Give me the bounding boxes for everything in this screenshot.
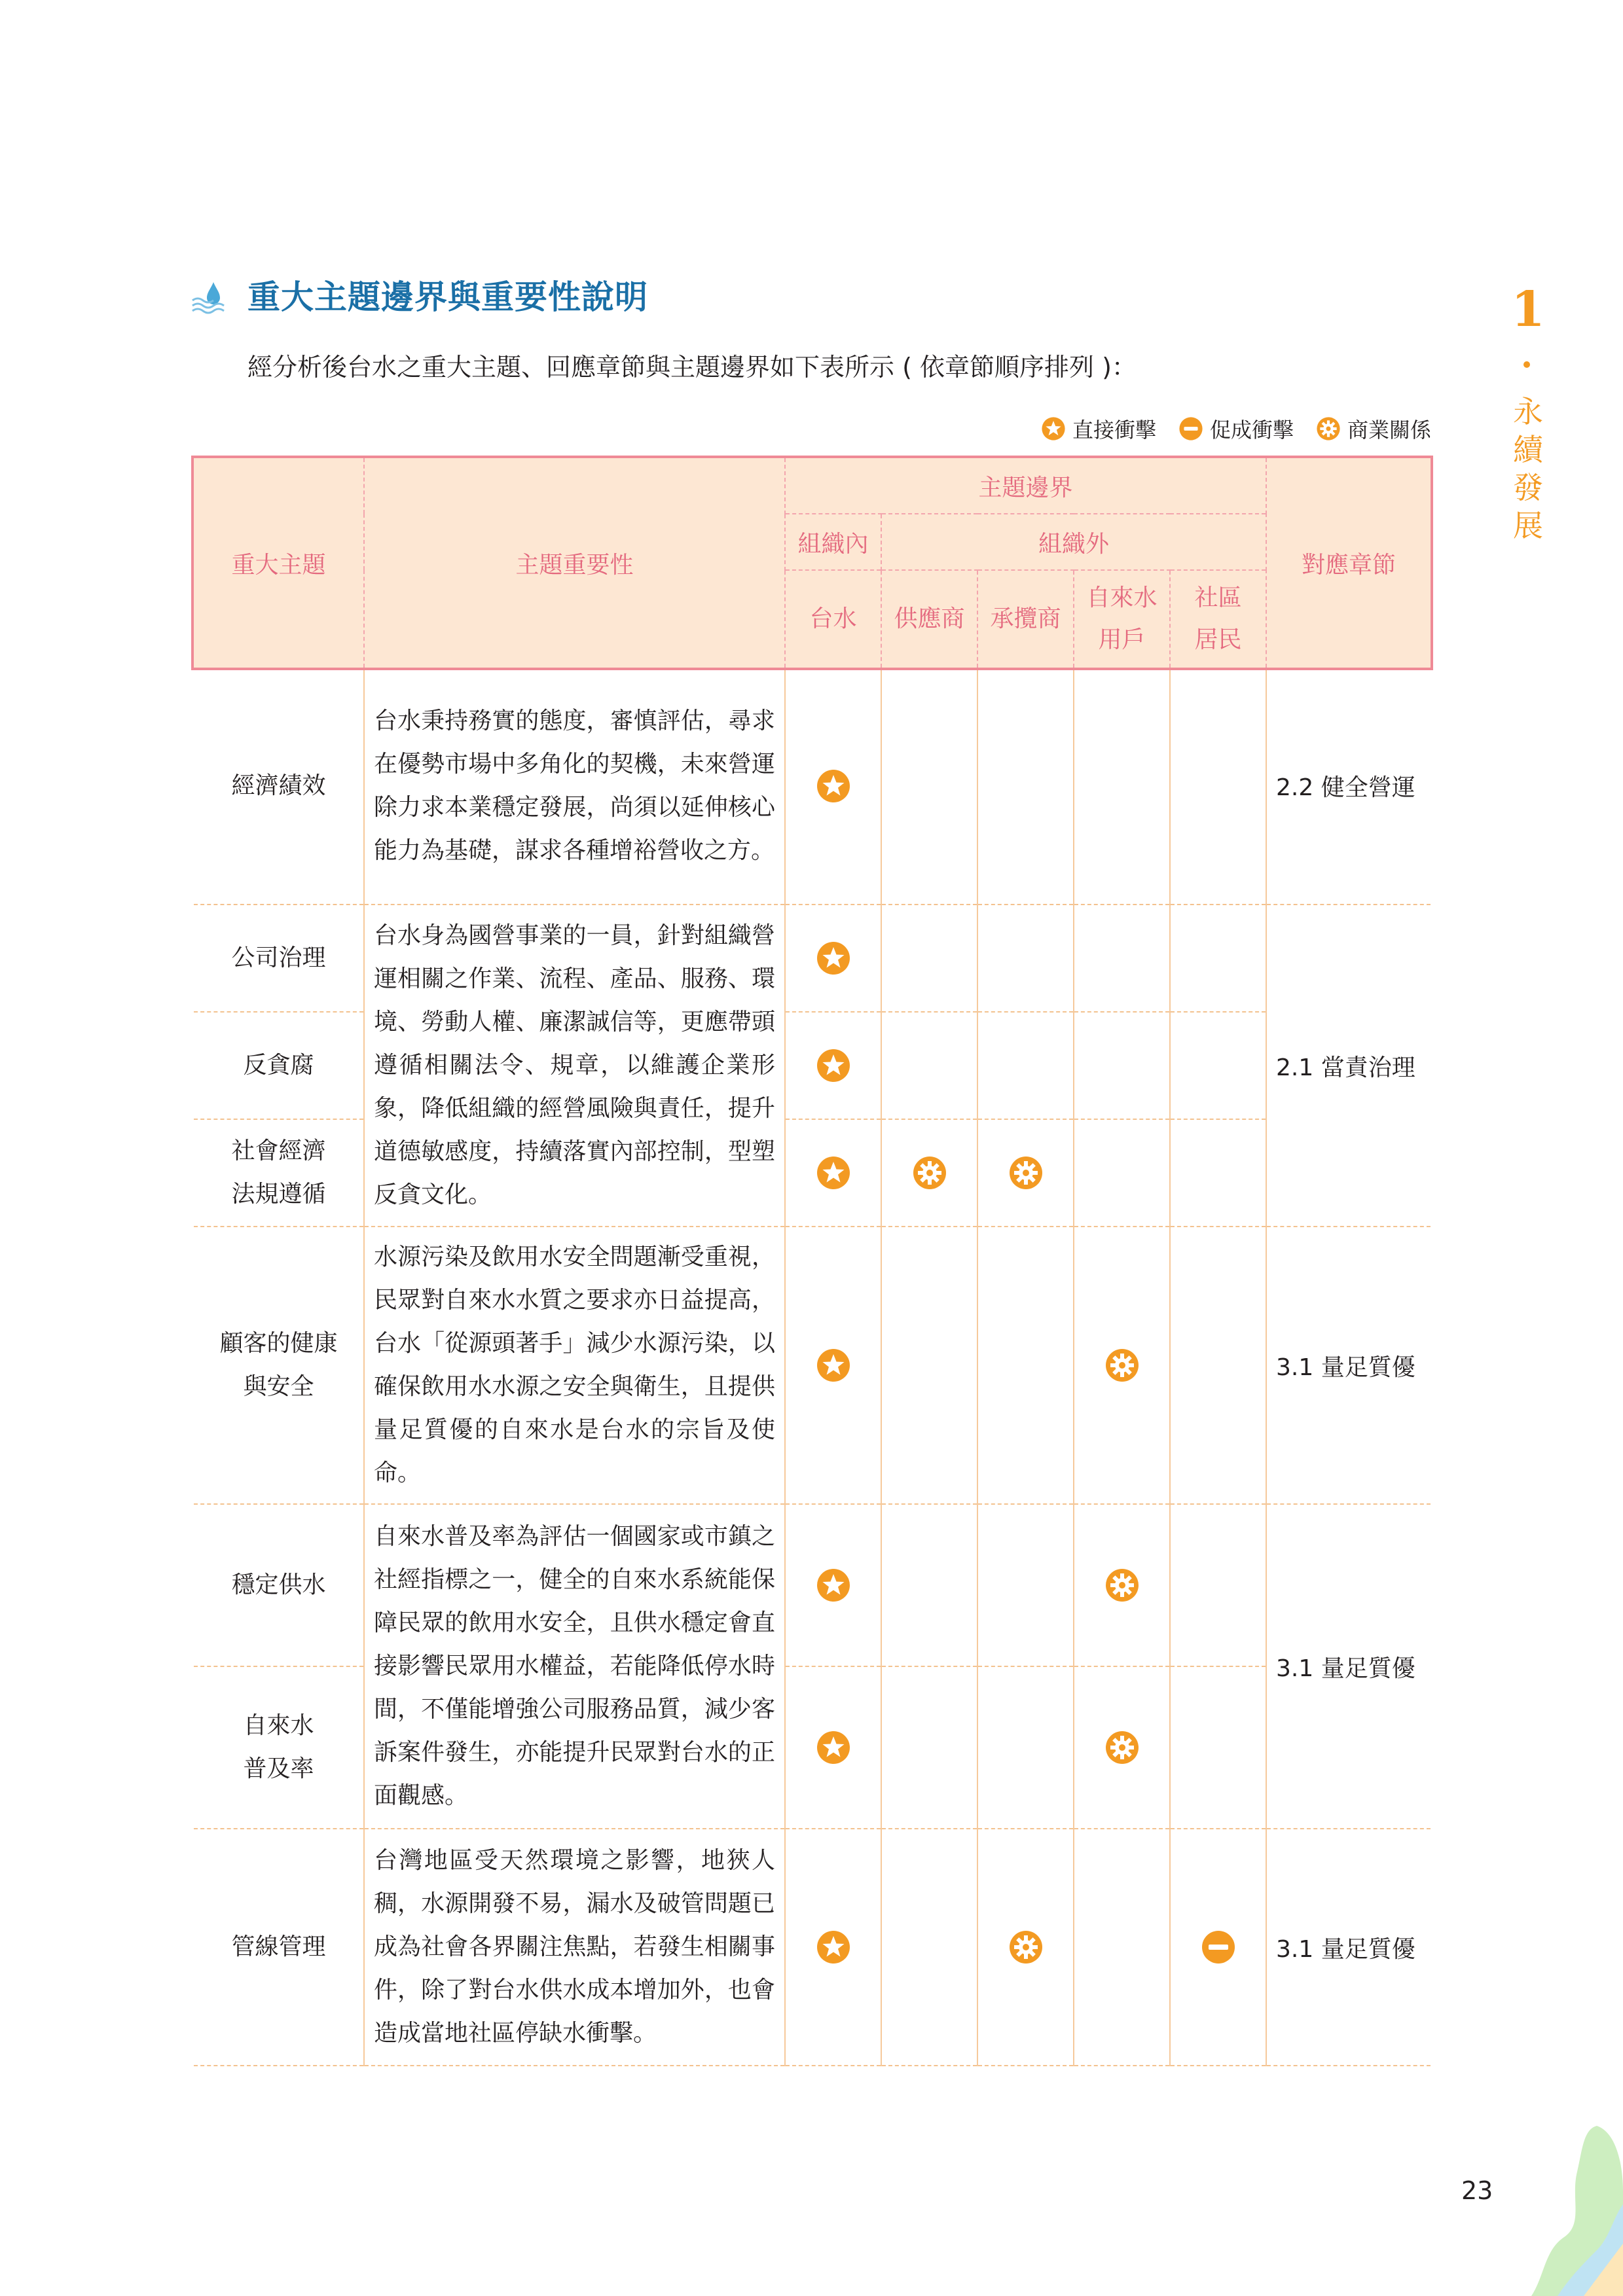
header-supplier: 供應商 [881, 570, 977, 668]
boundary-cell [881, 1012, 977, 1119]
table-row [194, 1227, 1431, 1504]
star-circle-icon [816, 768, 851, 804]
importance-cell: 台水秉持務實的態度，審慎評估，尋求在優勢市場中多角化的契機，未來營運除力求本業穩定發展，尚須以延伸核心能力為基礎，謀求各種增裕營收之方。 [364, 668, 785, 905]
legend-contributing-label: 促成衝擊 [1209, 418, 1294, 442]
gear-circle-icon [1104, 1568, 1140, 1603]
table-row [194, 1504, 1431, 1666]
boundary-cell [881, 1227, 977, 1504]
chapter-title [1507, 393, 1549, 545]
header-users-line1: 自來水 [1086, 584, 1158, 611]
boundary-cell [881, 1504, 977, 1666]
boundary-cell [977, 1227, 1074, 1504]
boundary-cell [1170, 1012, 1266, 1119]
importance-cell: 台水身為國營事業的一員，針對組織營運相關之作業、流程、產品、服務、環境、勞動人權、廉潔誠信等，更應帶頭遵循相關法令、規章，以維護企業形象，降低組織的經營風險與責任，提升道德敏感度，持續落實內部控制，型塑反貪文化。 [364, 905, 785, 1227]
boundary-cell [977, 1012, 1074, 1119]
boundary-cell [1170, 1227, 1266, 1504]
header-boundary: 主題邊界 [785, 458, 1266, 514]
boundary-cell [1074, 905, 1170, 1012]
boundary-cell [977, 1829, 1074, 2066]
topic-line: 自來水 [243, 1712, 314, 1739]
boundary-cell [977, 668, 1074, 905]
table-header [194, 458, 1431, 668]
header-outside: 組織外 [881, 514, 1266, 570]
boundary-cell [881, 1666, 977, 1829]
topic-line: 反貪腐 [243, 1052, 314, 1079]
topic-line: 法規遵循 [231, 1181, 326, 1208]
chapter-title-char: 展 [1513, 508, 1543, 543]
header-community [1170, 570, 1266, 668]
chapter-cell: 3.1 量足質優 [1266, 1829, 1431, 2066]
topic-line: 社會經濟 [231, 1138, 326, 1164]
boundary-cell [881, 668, 977, 905]
gear-circle-icon [1104, 1730, 1140, 1765]
header-inside: 組織內 [785, 514, 881, 570]
page-number: 23 [1461, 2176, 1493, 2205]
header-chapter: 對應章節 [1266, 458, 1431, 668]
chapter-cell: 3.1 量足質優 [1266, 1504, 1431, 1829]
topic-line: 普及率 [243, 1755, 314, 1782]
header-importance: 主題重要性 [364, 458, 785, 668]
section-title: 重大主題邊界與重要性說明 [247, 278, 648, 316]
topic-cell [194, 1012, 364, 1119]
boundary-cell [1074, 1119, 1170, 1227]
boundary-cell [785, 668, 881, 905]
header-users-line2: 用戶 [1098, 626, 1146, 653]
star-circle-icon [816, 1155, 851, 1191]
legend-business [1316, 414, 1431, 444]
header-users [1074, 570, 1170, 668]
boundary-cell [977, 1666, 1074, 1829]
boundary-cell [881, 1829, 977, 2066]
chapter-number: 1 [1511, 281, 1545, 338]
water-drop-icon [191, 278, 228, 315]
chapter-dot [1523, 361, 1530, 368]
boundary-cell [785, 1012, 881, 1119]
boundary-cell [1170, 668, 1266, 905]
header-topic: 重大主題 [194, 458, 364, 668]
gear-circle-icon [1316, 416, 1341, 441]
boundary-cell [1074, 1012, 1170, 1119]
boundary-cell [785, 1227, 881, 1504]
boundary-cell [881, 905, 977, 1012]
importance-cell: 自來水普及率為評估一個國家或市鎮之社經指標之一，健全的自來水系統能保障民眾的飲用水安全，且供水穩定會直接影響民眾用水權益，若能降低停水時間，不僅能增強公司服務品質，減少客訴案件發生，亦能提升民眾對台水的正面觀感。 [364, 1504, 785, 1829]
importance-cell: 水源污染及飲用水安全問題漸受重視，民眾對自來水水質之要求亦日益提高，台水「從源頭著手」減少水源污染，以確保飲用水水源之安全與衛生，且提供量足質優的自來水是台水的宗旨及使命。 [364, 1227, 785, 1504]
boundary-cell [785, 1666, 881, 1829]
table-row [194, 668, 1431, 905]
star-circle-icon [1041, 416, 1066, 441]
topic-line: 經濟績效 [231, 772, 326, 799]
topic-line: 管線管理 [231, 1933, 326, 1960]
topic-line: 與安全 [243, 1373, 314, 1400]
chapter-title-char: 發 [1513, 470, 1543, 505]
chapter-title-char: 續 [1513, 432, 1543, 467]
boundary-cell [1074, 1504, 1170, 1666]
boundary-cell [785, 1829, 881, 2066]
header-community-line2: 居民 [1194, 626, 1242, 653]
topic-cell [194, 1829, 364, 2066]
topic-cell [194, 1504, 364, 1666]
star-circle-icon [816, 1048, 851, 1083]
boundary-cell [1170, 905, 1266, 1012]
legend [1041, 414, 1431, 444]
star-circle-icon [816, 941, 851, 976]
decorative-blob [1505, 2126, 1623, 2296]
star-circle-icon [816, 1730, 851, 1765]
star-circle-icon [816, 1348, 851, 1383]
boundary-cell [977, 1119, 1074, 1227]
intro-text: 經分析後台水之重大主題、回應章節與主題邊界如下表所示 ( 依章節順序排列 )： [247, 353, 1137, 382]
topic-line: 顧客的健康 [219, 1330, 338, 1357]
topic-cell [194, 668, 364, 905]
topic-line: 穩定供水 [231, 1571, 326, 1598]
material-topics-table [194, 458, 1431, 2066]
chapter-cell: 2.2 健全營運 [1266, 668, 1431, 905]
chapter-title-char: 永 [1513, 394, 1543, 429]
header-community-line1: 社區 [1194, 584, 1242, 611]
topic-line: 公司治理 [231, 944, 326, 971]
boundary-cell [1170, 1666, 1266, 1829]
boundary-cell [881, 1119, 977, 1227]
table-body [194, 668, 1431, 2066]
table-row [194, 905, 1431, 1012]
gear-circle-icon [1104, 1348, 1140, 1383]
legend-business-label: 商業關係 [1347, 418, 1431, 442]
importance-cell: 台灣地區受天然環境之影響，地狹人稠，水源開發不易，漏水及破管問題已成為社會各界關注焦點，若發生相關事件，除了對台水供水成本增加外，也會造成當地社區停缺水衝擊。 [364, 1829, 785, 2066]
star-circle-icon [816, 1568, 851, 1603]
topic-cell [194, 1666, 364, 1829]
boundary-cell [1170, 1119, 1266, 1227]
legend-direct [1041, 414, 1156, 444]
topic-cell [194, 1119, 364, 1227]
header-contractor: 承攬商 [977, 570, 1074, 668]
boundary-cell [1170, 1504, 1266, 1666]
boundary-cell [1074, 668, 1170, 905]
gear-circle-icon [1008, 1929, 1044, 1965]
boundary-cell [977, 1504, 1074, 1666]
boundary-cell [785, 905, 881, 1012]
legend-direct-label: 直接衝擊 [1072, 418, 1156, 442]
boundary-cell [1170, 1829, 1266, 2066]
boundary-cell [785, 1119, 881, 1227]
chapter-cell: 3.1 量足質優 [1266, 1227, 1431, 1504]
gear-circle-icon [912, 1155, 947, 1191]
legend-contributing [1178, 414, 1294, 444]
boundary-cell [1074, 1666, 1170, 1829]
star-circle-icon [816, 1929, 851, 1965]
boundary-cell [977, 905, 1074, 1012]
gear-circle-icon [1008, 1155, 1044, 1191]
boundary-cell [785, 1504, 881, 1666]
boundary-cell [1074, 1227, 1170, 1504]
topic-cell [194, 905, 364, 1012]
table-row [194, 1829, 1431, 2066]
header-taiwater: 台水 [785, 570, 881, 668]
minus-circle-icon [1201, 1929, 1236, 1965]
minus-circle-icon [1178, 416, 1203, 441]
topic-cell [194, 1227, 364, 1504]
boundary-cell [1074, 1829, 1170, 2066]
chapter-cell: 2.1 當責治理 [1266, 905, 1431, 1227]
